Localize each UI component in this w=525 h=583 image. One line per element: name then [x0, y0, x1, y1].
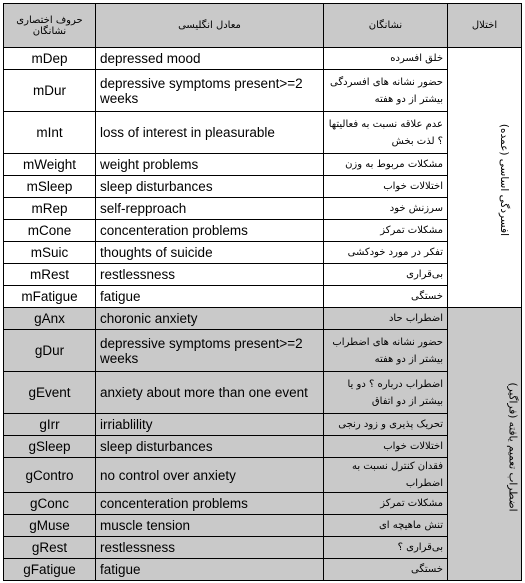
english-cell: depressed mood: [96, 48, 324, 70]
anxiety-group: [4, 308, 522, 581]
persian-cell: مشکلات مربوط به وزن: [324, 154, 448, 176]
persian-cell: اختلالات خواب: [324, 436, 448, 458]
table-row: [4, 264, 522, 286]
table-row: [4, 414, 522, 436]
abbreviation-cell: gRest: [4, 537, 96, 559]
persian-cell: خستگی: [324, 286, 448, 308]
english-cell: loss of interest in pleasurable: [96, 112, 324, 154]
abbreviation-cell: mRep: [4, 198, 96, 220]
depression-group: [4, 48, 522, 308]
persian-cell: عدم علاقه نسبت به فعالیتها ؟ لذت بخش: [324, 112, 448, 154]
abbreviation-cell: mDep: [4, 48, 96, 70]
english-cell: weight problems: [96, 154, 324, 176]
header-row: [4, 4, 522, 48]
abbreviation-cell: gDur: [4, 330, 96, 372]
table-row: [4, 198, 522, 220]
table-row: [4, 176, 522, 198]
english-cell: self-repproach: [96, 198, 324, 220]
abbreviation-cell: gFatigue: [4, 559, 96, 581]
table-row: [4, 330, 522, 372]
english-cell: choronic anxiety: [96, 308, 324, 330]
abbreviation-cell: gAnx: [4, 308, 96, 330]
symptom-table: [3, 3, 522, 581]
table-row: [4, 515, 522, 537]
abbreviation-cell: mFatigue: [4, 286, 96, 308]
abbreviation-cell: gConc: [4, 493, 96, 515]
table-row: [4, 70, 522, 112]
header-symptoms: نشانگان: [324, 4, 448, 48]
english-cell: irriablility: [96, 414, 324, 436]
english-cell: sleep disturbances: [96, 176, 324, 198]
abbreviation-cell: mDur: [4, 70, 96, 112]
english-cell: fatigue: [96, 559, 324, 581]
persian-cell: بی‌قراری: [324, 264, 448, 286]
persian-cell: اختلالات خواب: [324, 176, 448, 198]
persian-cell: اضطراب حاد: [324, 308, 448, 330]
symptom-table-container: [3, 3, 521, 581]
table-row: [4, 308, 522, 330]
english-cell: no control over anxiety: [96, 458, 324, 493]
persian-cell: اضطراب درباره ؟ دو یا بیشتر از دو اتفاق: [324, 372, 448, 414]
table-row: [4, 48, 522, 70]
disorder-label-text: اضطراب تعمیم یافته (فراگیر): [506, 381, 519, 512]
english-cell: anxiety about more than one event: [96, 372, 324, 414]
english-cell: muscle tension: [96, 515, 324, 537]
disorder-label-text: افسردگی اساسی (عمده): [498, 123, 511, 237]
abbreviation-cell: gContro: [4, 458, 96, 493]
persian-cell: مشکلات تمرکز: [324, 220, 448, 242]
abbreviation-cell: mInt: [4, 112, 96, 154]
abbreviation-cell: gEvent: [4, 372, 96, 414]
header-disorder: اختلال: [448, 4, 522, 48]
table-row: [4, 436, 522, 458]
table-row: [4, 220, 522, 242]
table-row: [4, 537, 522, 559]
abbreviation-cell: mWeight: [4, 154, 96, 176]
header-english-equivalent: معادل انگلیسی: [96, 4, 324, 48]
abbreviation-cell: mCone: [4, 220, 96, 242]
english-cell: concenteration problems: [96, 220, 324, 242]
persian-cell: مشکلات تمرکز: [324, 493, 448, 515]
disorder-group-label: [448, 48, 522, 308]
abbreviation-cell: mSleep: [4, 176, 96, 198]
abbreviation-cell: gSleep: [4, 436, 96, 458]
abbreviation-cell: gIrr: [4, 414, 96, 436]
persian-cell: تحریک پذیری و زود رنجی: [324, 414, 448, 436]
english-cell: fatigue: [96, 286, 324, 308]
table-row: [4, 372, 522, 414]
table-header: [4, 4, 522, 48]
table-row: [4, 493, 522, 515]
abbreviation-cell: mRest: [4, 264, 96, 286]
english-cell: concenteration problems: [96, 493, 324, 515]
persian-cell: حضور نشانه های اضطراب بیشتر از دو هفته: [324, 330, 448, 372]
persian-cell: بی‌قراری ؟: [324, 537, 448, 559]
english-cell: thoughts of suicide: [96, 242, 324, 264]
abbreviation-cell: gMuse: [4, 515, 96, 537]
english-cell: depressive symptoms present>=2 weeks: [96, 330, 324, 372]
english-cell: depressive symptoms present>=2 weeks: [96, 70, 324, 112]
persian-cell: سرزنش خود: [324, 198, 448, 220]
persian-cell: خلق افسرده: [324, 48, 448, 70]
table-row: [4, 112, 522, 154]
english-cell: sleep disturbances: [96, 436, 324, 458]
persian-cell: خستگی: [324, 559, 448, 581]
table-row: [4, 559, 522, 581]
persian-cell: تفکر در مورد خودکشی: [324, 242, 448, 264]
persian-cell: فقدان کنترل نسبت به اضطراب: [324, 458, 448, 493]
table-row: [4, 242, 522, 264]
english-cell: restlessness: [96, 264, 324, 286]
abbreviation-cell: mSuic: [4, 242, 96, 264]
header-abbreviation: حروف اختصاری نشانگان: [4, 4, 96, 48]
persian-cell: حضور نشانه های افسردگی بیشتر از دو هفته: [324, 70, 448, 112]
table-row: [4, 154, 522, 176]
disorder-group-label: [448, 308, 522, 581]
table-row: [4, 458, 522, 493]
persian-cell: تنش ماهیچه ای: [324, 515, 448, 537]
english-cell: restlessness: [96, 537, 324, 559]
table-row: [4, 286, 522, 308]
